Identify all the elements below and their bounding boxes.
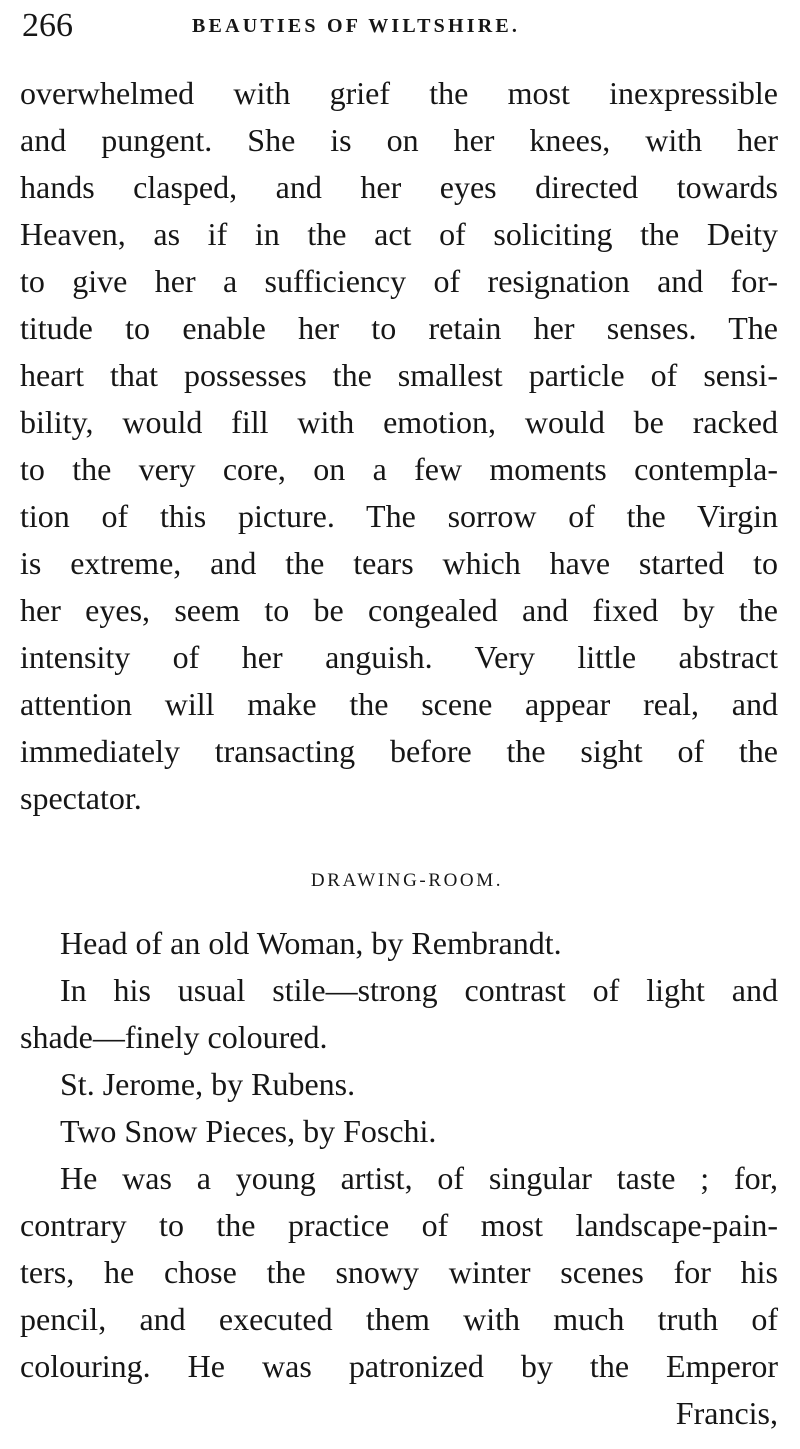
painting-description-line: In his usual stile—strong contrast of light and <box>60 972 778 1008</box>
text-line: intensity of her anguish. Very little abstract <box>20 639 778 675</box>
text-line: attention will make the scene appear real, and <box>20 686 778 722</box>
running-title: BEAUTIES OF WILTSHIRE. <box>192 15 521 37</box>
text-line: her eyes, seem to be congealed and fixed by the <box>20 592 778 628</box>
paragraph-continued <box>20 70 778 822</box>
text-line: bility, would fill with emotion, would be racked <box>20 404 778 440</box>
text-line: hands clasped, and her eyes directed towards <box>20 169 778 205</box>
text-line: heart that possesses the smallest particle of sensi- <box>20 357 778 393</box>
text-line: tion of this picture. The sorrow of the Virgin <box>20 498 778 534</box>
text-line: to give her a sufficiency of resignation and for- <box>20 263 778 299</box>
painting-description-line: ters, he chose the snowy winter scenes for his <box>20 1254 778 1290</box>
painting-description-line: contrary to the practice of most landscape-pain- <box>20 1207 778 1243</box>
painting-description-line: shade—finely coloured. <box>20 1019 328 1055</box>
painting-entry: Head of an old Woman, by Rembrandt. <box>60 925 562 961</box>
catchword: Francis, <box>675 1395 778 1431</box>
drawing-room-list <box>20 920 778 1437</box>
page-number: 266 <box>22 7 73 44</box>
painting-description-line: He was a young artist, of singular taste ; for, <box>60 1160 778 1196</box>
painting-description-line: colouring. He was patronized by the Emperor <box>20 1348 778 1384</box>
painting-entry: St. Jerome, by Rubens. <box>60 1066 356 1102</box>
text-line: to the very core, on a few moments contempla- <box>20 451 778 487</box>
painting-description-line: pencil, and executed them with much truth of <box>20 1301 778 1337</box>
text-line: is extreme, and the tears which have started to <box>20 545 778 581</box>
page-header <box>22 6 778 46</box>
painting-entry: Two Snow Pieces, by Foschi. <box>60 1113 437 1149</box>
section-heading: DRAWING-ROOM. <box>310 870 504 891</box>
text-line: Heaven, as if in the act of soliciting the Deity <box>20 216 778 252</box>
text-line: spectator. <box>20 780 142 816</box>
text-line: titude to enable her to retain her senses. The <box>20 310 778 346</box>
text-line: immediately transacting before the sight of the <box>20 733 778 769</box>
text-line: and pungent. She is on her knees, with her <box>20 122 778 158</box>
text-line: overwhelmed with grief the most inexpressible <box>20 75 778 111</box>
